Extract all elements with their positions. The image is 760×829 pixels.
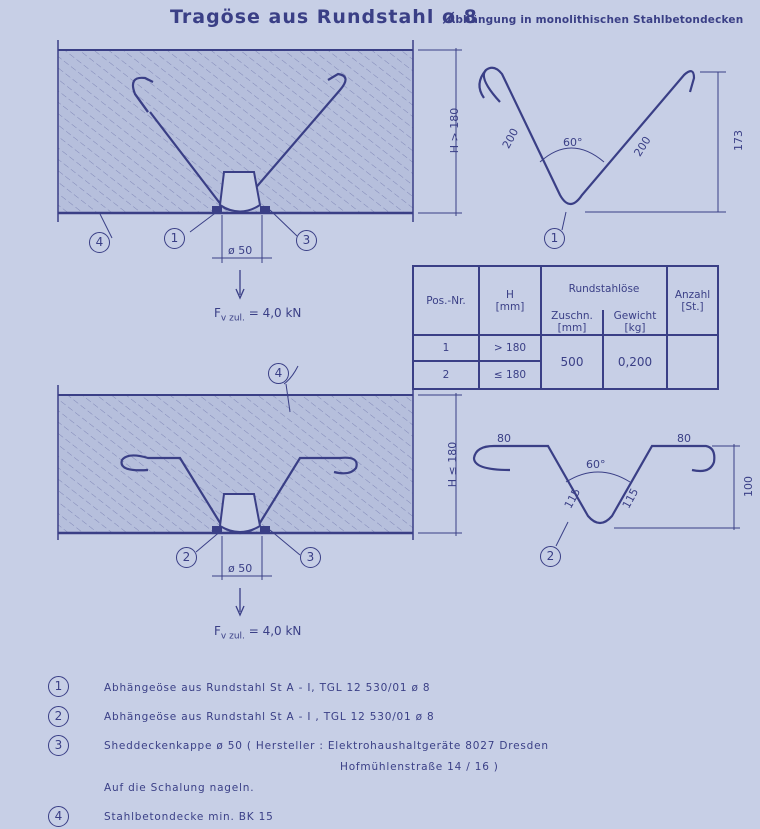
- legend-num-3: 3: [48, 735, 69, 756]
- legend-text-3b: Hofmühlenstraße 14 / 16 ): [340, 761, 499, 773]
- callout-1-top: 1: [164, 228, 185, 249]
- legend-text-3c: Auf die Schalung nageln.: [104, 782, 255, 794]
- th-group: Rundstahlöse: [541, 266, 667, 310]
- eye-1-leg-left: 200: [499, 126, 522, 151]
- legend-num-1: 1: [48, 676, 69, 697]
- drawing-title: Tragöse aus Rundstahl ø 8: [170, 6, 478, 28]
- th-cut: [541, 310, 603, 335]
- legend-text-1: Abhängeöse aus Rundstahl St A - I, TGL 12 530/01 ø 8: [104, 682, 431, 694]
- eye-1-angle: 60°: [563, 136, 583, 149]
- cell-pos-2: 2: [413, 361, 479, 389]
- callout-2-detail: 2: [540, 546, 561, 567]
- spec-table: [412, 265, 719, 390]
- eye-2-leg-left: 115: [561, 486, 584, 511]
- cell-pos-1: 1: [413, 335, 479, 361]
- load-subscript: v zul.: [220, 313, 245, 324]
- th-pos: Pos.-Nr.: [413, 266, 479, 335]
- legend-num-2: 2: [48, 706, 69, 727]
- load-subscript-bottom: v zul.: [220, 631, 245, 642]
- callout-2-bottom: 2: [176, 547, 197, 568]
- load-value-bottom: = 4,0 kN: [248, 624, 302, 638]
- th-count-label: Anzahl: [674, 288, 711, 301]
- load-value: = 4,0 kN: [248, 306, 302, 320]
- load-symbol-bottom: F: [214, 624, 221, 638]
- eye-2-angle: 60°: [586, 458, 606, 471]
- load-label-top: [214, 306, 301, 323]
- cell-cut: 500: [541, 335, 603, 389]
- cell-h-2: ≤ 180: [479, 361, 541, 389]
- callout-3-bottom: 3: [300, 547, 321, 568]
- callout-3-top: 3: [296, 230, 317, 251]
- th-h-unit: [mm]: [495, 300, 525, 313]
- eye-2-top-left: 80: [497, 432, 511, 445]
- height-label-top: H > 180: [448, 107, 462, 154]
- th-cut-unit: [mm]: [557, 322, 587, 334]
- diameter-label-bottom: ø 50: [228, 562, 253, 575]
- cell-weight: 0,200: [603, 335, 667, 389]
- load-symbol: F: [214, 306, 221, 320]
- slab-bottom: [58, 366, 462, 615]
- th-h-label: H: [506, 288, 514, 301]
- legend-num-4: 4: [48, 806, 69, 827]
- th-weight: [603, 310, 667, 335]
- callout-4-top: 4: [89, 232, 110, 253]
- callout-4-bottom: 4: [268, 363, 289, 384]
- drawing-subtitle: Abhängung in monolithischen Stahlbetondecken: [447, 14, 744, 26]
- height-label-bottom: H ≤ 180: [446, 441, 460, 488]
- eye-1-height: 173: [732, 130, 745, 151]
- legend-text-2: Abhängeöse aus Rundstahl St A - I , TGL 12 530/01 ø 8: [104, 711, 435, 723]
- shed-cap-bottom: [220, 494, 260, 532]
- eye-1-detail: [479, 68, 726, 230]
- callout-1-detail: 1: [544, 228, 565, 249]
- legend-text-3: Sheddeckenkappe ø 50 ( Hersteller : Elektrohaushaltgeräte 8027 Dresden: [104, 740, 549, 752]
- cell-h-1: > 180: [479, 335, 541, 361]
- legend-text-4: Stahlbetondecke min. BK 15: [104, 811, 274, 823]
- eye-2-leg-right: 115: [619, 486, 642, 511]
- th-cut-label: Zuschn.: [551, 310, 593, 322]
- cell-count: [667, 335, 718, 389]
- th-weight-label: Gewicht: [613, 310, 657, 322]
- eye-2-detail: [474, 444, 740, 546]
- slab-top: [58, 40, 462, 298]
- th-weight-unit: [kg]: [624, 322, 646, 334]
- eye-2-top-right: 80: [677, 432, 691, 445]
- th-count: [667, 266, 718, 335]
- eye-1-leg-right: 200: [631, 134, 654, 159]
- diameter-label-top: ø 50: [228, 244, 253, 257]
- load-label-bottom: [214, 624, 301, 641]
- shed-cap-top: [220, 172, 260, 212]
- th-count-unit: [St.]: [681, 300, 704, 313]
- eye-2-height: 100: [742, 476, 755, 497]
- th-h: [479, 266, 541, 335]
